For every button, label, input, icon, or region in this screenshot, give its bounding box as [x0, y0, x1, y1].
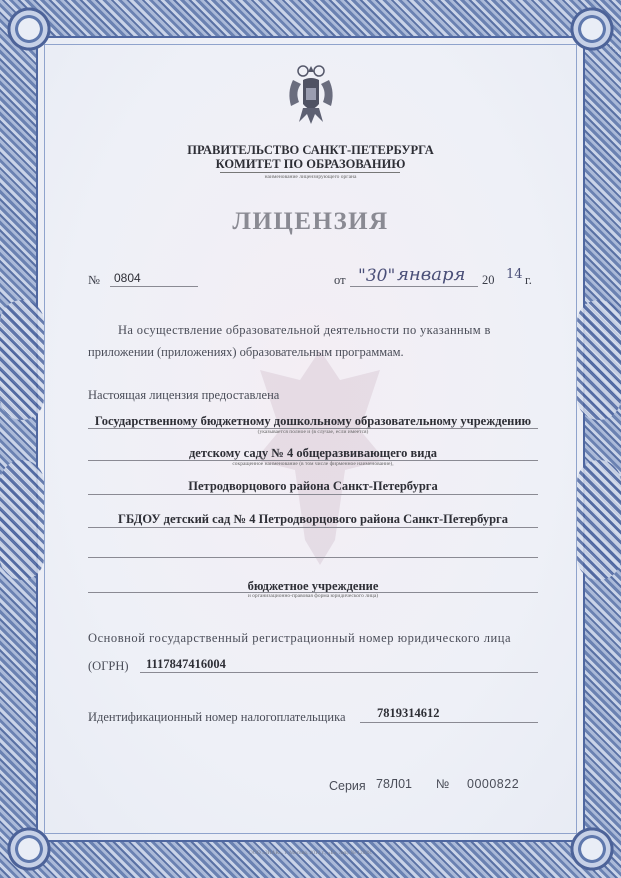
- licensee-caption-1: (указывается полное и (в случае, если имеется): [257, 429, 369, 435]
- blank-number-value: 0000822: [467, 777, 520, 791]
- corner-ornament-bottom-right: [565, 822, 619, 876]
- series-label: Серия: [329, 779, 366, 793]
- licensee-name-line-3: Петродворцового района Санкт-Петербурга: [188, 479, 438, 493]
- date-day: "30": [358, 266, 396, 286]
- licensee-underline-3: [88, 494, 538, 495]
- date-year-suffix: 14: [506, 267, 523, 282]
- issuer-underline: [220, 172, 400, 173]
- corner-ornament-bottom-left: [2, 822, 56, 876]
- issuer-line-1: ПРАВИТЕЛЬСТВО САНКТ-ПЕТЕРБУРГА: [187, 143, 434, 157]
- ogrn-value: 1117847416004: [146, 657, 226, 671]
- licensee-name-line-1: Государственному бюджетному дошкольному образовательному учреждению: [94, 414, 532, 428]
- corner-ornament-top-left: [2, 2, 56, 56]
- inn-value: 7819314612: [377, 706, 440, 720]
- date-suffix: г.: [525, 273, 532, 287]
- licensee-underline-5: [88, 557, 538, 558]
- ogrn-underline: [140, 672, 538, 673]
- side-knot-right-lower: [577, 460, 621, 580]
- granted-to-label: Настоящая лицензия предоставлена: [88, 388, 280, 402]
- document-title: ЛИЦЕНЗИЯ: [232, 208, 389, 235]
- date-year-prefix: 20: [482, 273, 495, 287]
- number-sign: №: [88, 273, 100, 287]
- licensee-short-name: ГБДОУ детский сад № 4 Петродворцового района Санкт-Петербурга: [118, 512, 508, 526]
- licensee-caption-3: и организационно-правовая форма юридического лица): [247, 593, 379, 599]
- side-knot-left-lower: [0, 460, 44, 580]
- licensee-name-line-2: детскому саду № 4 общеразвивающего вида: [188, 446, 438, 460]
- corner-ornament-top-right: [565, 2, 619, 56]
- issuer-caption: наименование лицензирующего органа: [264, 174, 357, 180]
- intro-line-2: приложении (приложениях) образовательным программам.: [88, 345, 404, 359]
- license-number: 0804: [114, 271, 141, 285]
- inn-label: Идентификационный номер налогоплательщика: [88, 710, 346, 724]
- blank-number-sign: №: [436, 777, 450, 791]
- coat-of-arms-emblem: [285, 62, 337, 128]
- ogrn-label-line-2: (ОГРН): [88, 659, 129, 673]
- date-underline: [350, 286, 478, 287]
- licensee-caption-2: сокращенное наименование (в том числе фирменное наименование),: [232, 461, 394, 467]
- intro-line-1: На осуществление образовательной деятельности по указанным в: [118, 323, 491, 337]
- inn-underline: [360, 722, 538, 723]
- number-underline: [110, 286, 198, 287]
- date-prefix: от: [334, 273, 346, 287]
- ogrn-label-line-1: Основной государственный регистрационный номер юридического лица: [88, 631, 512, 645]
- licensee-underline-4: [88, 527, 538, 528]
- printer-imprint: ООО «ЗНАК», г. Москва, 2012 г., «Б», лиц. № 12028.: [248, 850, 373, 856]
- licensee-org-form: бюджетное учреждение: [247, 579, 379, 593]
- date-month: января: [397, 264, 466, 285]
- series-value: 78Л01: [376, 777, 413, 791]
- side-knot-right-upper: [577, 300, 621, 420]
- issuer-line-2: КОМИТЕТ ПО ОБРАЗОВАНИЮ: [215, 157, 406, 171]
- side-knot-left-upper: [0, 300, 44, 420]
